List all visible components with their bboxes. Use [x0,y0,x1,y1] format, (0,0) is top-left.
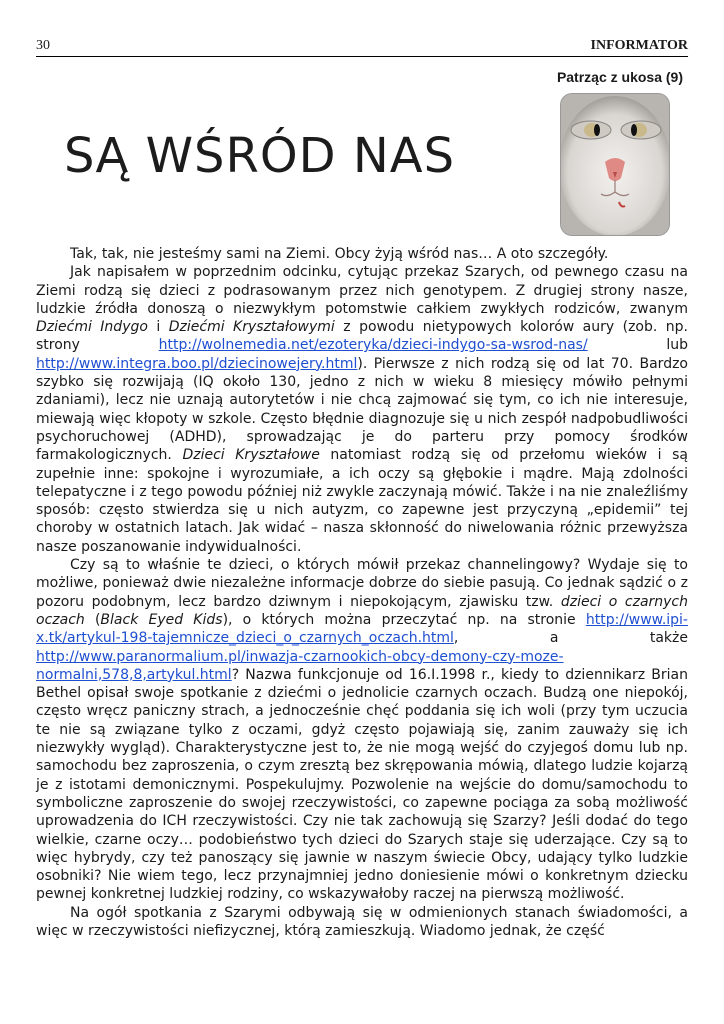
article-link[interactable]: http://www.paranormalium.pl/inwazja-czarnookich-obcy-demony-czy-moze-normalni,578,8,artykul.html [36,648,564,683]
paragraph-text: natomiast rodzą się od przełomu wieków i są zupełnie inne: spokojne i wyrozumiałe, a ich oczy są głębokie i mądre. Mają zdolności telepatyczne i z tego powodu później niż zwykle zaczynają mówić. Także i na nie znaleźliśmy sposób: często stwierdza się u nich autyzm, co zapewne jest przyczyną „epidemii” tej choroby w ostatnich latach. Jak widać – nasza skłonność do niwelowania różnic przewyższa nasze poszanowanie indywidualności. [36,447,688,555]
article-link[interactable]: http://www.integra.boo.pl/dziecinowejery.html [36,355,358,372]
article-paragraph [36,556,688,904]
cross-eyed-cat-photo [560,93,670,236]
paragraph-text: ), o których można przeczytać np. na stronie [222,611,586,628]
paragraph-text: Na ogół spotkania z Szarymi odbywają się w odmienionych stanach świadomości, a więc w rzeczywistości niefizycznej, którą zamieszkują. Wiadomo jednak, że część [36,904,688,939]
header-rule [36,56,688,57]
paragraph-text: Czy są to właśnie te dzieci, o których mówił przekaz channelingowy? Wydaje się to możliwe, ponieważ dwie niezależne informacje dobrze do siebie pasują. Co jednak sądzić o z pozoru podobnym, lecz bardzo dziwnym i niepokojącym, zjawisku tzw. [36,557,688,610]
emphasis-text: dzieci o czarnych oczach [36,593,689,628]
emphasis-text: Dzieci Kryształowe [182,447,320,464]
paragraph-text: lub [587,337,688,354]
article-title: SĄ WŚRÓD NAS [64,128,456,184]
article-link[interactable]: http://www.ipi-x.tk/artykul-198-tajemnicze_dzieci_o_czarnych_oczach.html [36,611,688,647]
emphasis-text: Dziećmi Kryształowymi [168,319,335,336]
paragraph-text: , a także [453,630,688,647]
page-number: 30 [36,38,50,53]
paragraph-text: z powodu nietypowych kolorów aury (zob. np. strony [36,319,688,354]
article-body [36,245,688,940]
emphasis-text: Dziećmi Indygo [36,319,148,336]
article-paragraph [36,263,688,556]
article-paragraph [36,245,688,263]
paragraph-text: ? Nazwa funkcjonuje od 16.I.1998 r., kiedy to dziennikarz Brian Bethel opisał swoje spotkanie z dziećmi o jednolicie czarnych oczach. Budzą one niepokój, często wręcz paniczny strach, a jednocześnie chęć poddania się ich woli (przy tym uczucia te nie są związane tylko z oczami, gdyż często pojawiają się, zanim zauważy się ich niezwykły wygląd). Charakterystyczne jest to, że nie mogą wejść do czyjegoś domu lub np. samochodu bez zaproszenia, o czym zresztą bez skrępowania mówią, dlatego ludzie kojarzą je z istotami demonicznymi. Pospekulujmy. Pozwolenie na wejście do domu/samochodu to symboliczne zaproszenie do swojej rzeczywistości, co zapewne pociąga za sobą możliwość uprowadzenia do ICH rzeczywistości. Czy nie tak zachowują się Szarzy? Jeśli dodać do tego wielkie, czarne oczy… podobieństwo tych dzieci do Szarych staje się uderzające. Czy są to więc hybrydy, czy też panoszący się jawnie w naszym świecie Obcy, udający tylko ludzkie osobniki? Nie wiem tego, lecz przynajmniej jedno doniesienie mówi o konkretnym dziecku pewnej konkretnej ludzkiej rodziny, co wskazywałoby raczej na pierwszą możliwość. [36,666,688,903]
series-label: Patrząc z ukosa (9) [556,69,683,85]
paragraph-text: ). Pierwsze z nich rodzą się od lat 70. Bardzo szybko się rozwijają (IQ około 130, jedno z nich w wieku 8 miesięcy mówiło pełnymi zdaniami), lecz nie uznają autorytetów i nie chcą zajmować się tym, co ich nie interesuje, miewają więc kłopoty w szkole. Często błędnie diagnozuje się u nich zespół nadpobudliwości psychoruchowej (ADHD), sprowadzając je do parteru przy pomocy środków farmakologicznych. [36,355,688,464]
magazine-title: INFORMATOR [590,38,688,53]
paragraph-text: Tak, tak, nie jesteśmy sami na Ziemi. Obcy żyją wśród nas… A oto szczegóły. [70,246,609,262]
paragraph-text: Jak napisałem w poprzednim odcinku, cytując przekaz Szarych, od pewnego czasu na Ziemi rodzą się dzieci z podrasowanym przez nich genotypem. Z drugiej strony nasze, ludzkie źródła donoszą o niezwykłym potomstwie całkiem zwykłych rodziców, zwanym [36,264,688,317]
article-paragraph [36,904,688,941]
emphasis-text: Black Eyed Kids [100,611,223,628]
paragraph-text: ( [84,611,101,628]
paragraph-text: i [147,319,169,336]
article-link[interactable]: http://wolnemedia.net/ezoteryka/dzieci-indygo-sa-wsrod-nas/ [158,337,588,354]
